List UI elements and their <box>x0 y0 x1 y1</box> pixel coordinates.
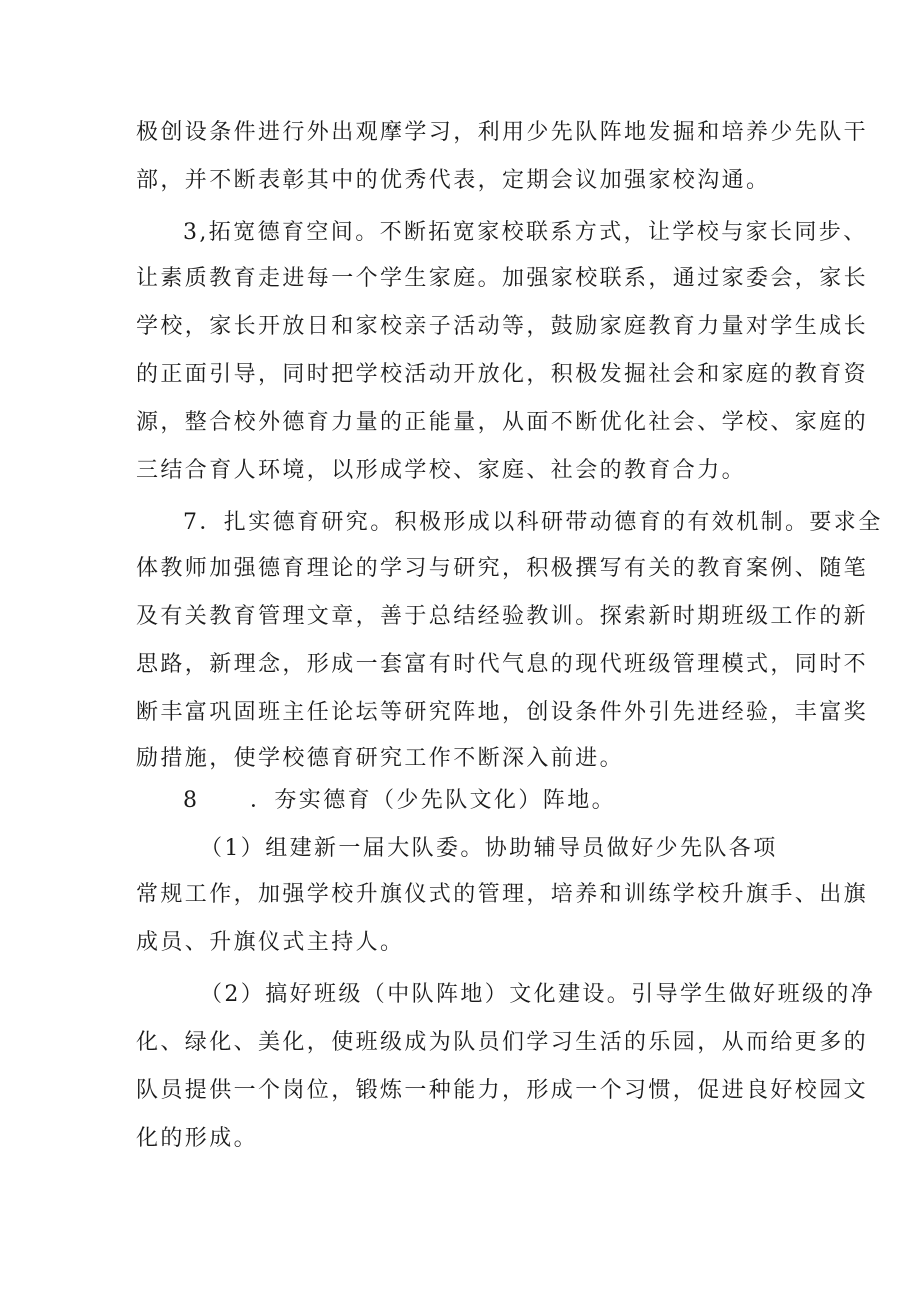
paragraph-2-line-5: 源，整合校外德育力量的正能量，从面不断优化社会、学校、家庭的 <box>136 410 869 435</box>
paragraph-2-line-3: 学校，家长开放日和家校亲子活动等，鼓励家庭教育力量对学生成长 <box>136 314 869 339</box>
paragraph-2-line-1: 3,拓宽德育空间。不断拓宽家校联系方式，让学校与家长同步、 <box>183 220 868 245</box>
paragraph-3-line-5: 断丰富巩固班主任论坛等研究阵地，创设条件外引先进经验，丰富奖 <box>136 700 869 725</box>
paragraph-5-line-3: 成员、升旗仪式主持人。 <box>136 930 405 955</box>
paragraph-3-line-6: 励措施，使学校德育研究工作不断深入前进。 <box>136 746 625 771</box>
paragraph-4-number: 8 <box>183 788 200 813</box>
paragraph-3-line-3: 及有关教育管理文章，善于总结经验教训。探索新时期班级工作的新 <box>136 604 869 629</box>
paragraph-5-line-1: （1）组建新一届大队委。协助辅导员做好少先队各项 <box>200 836 778 861</box>
paragraph-6-line-1: （2）搞好班级（中队阵地）文化建设。引导学生做好班级的净 <box>200 982 876 1007</box>
paragraph-1-line-1: 极创设条件进行外出观摩学习，利用少先队阵地发掘和培养少先队干 <box>136 120 869 145</box>
paragraph-6-line-4: 化的形成。 <box>136 1126 259 1151</box>
paragraph-2-line-6: 三结合育人环境，以形成学校、家庭、社会的教育合力。 <box>136 458 747 483</box>
paragraph-4-heading: ．夯实德育（少先队文化）阵地。 <box>250 788 617 813</box>
paragraph-2-line-2: 让素质教育走进每一个学生家庭。加强家校联系，通过家委会，家长 <box>136 266 869 291</box>
paragraph-3-line-2: 体教师加强德育理论的学习与研究，积极撰写有关的教育案例、随笔 <box>136 556 869 581</box>
paragraph-6-line-3: 队员提供一个岗位，锻炼一种能力，形成一个习惯，促进良好校园文 <box>136 1078 869 1103</box>
paragraph-3-line-1: 7．扎实德育研究。积极形成以科研带动德育的有效机制。要求全 <box>183 510 883 535</box>
paragraph-1-line-2: 部，并不断表彰其中的优秀代表，定期会议加强家校沟通。 <box>136 168 771 193</box>
paragraph-6-line-2: 化、绿化、美化，使班级成为队员们学习生活的乐园，从而给更多的 <box>136 1030 869 1055</box>
paragraph-2-line-4: 的正面引导，同时把学校活动开放化，积极发掘社会和家庭的教育资 <box>136 362 869 387</box>
paragraph-5-line-2: 常规工作，加强学校升旗仪式的管理，培养和训练学校升旗手、出旗 <box>136 882 869 907</box>
paragraph-3-line-4: 思路，新理念，形成一套富有时代气息的现代班级管理模式，同时不 <box>136 652 869 677</box>
